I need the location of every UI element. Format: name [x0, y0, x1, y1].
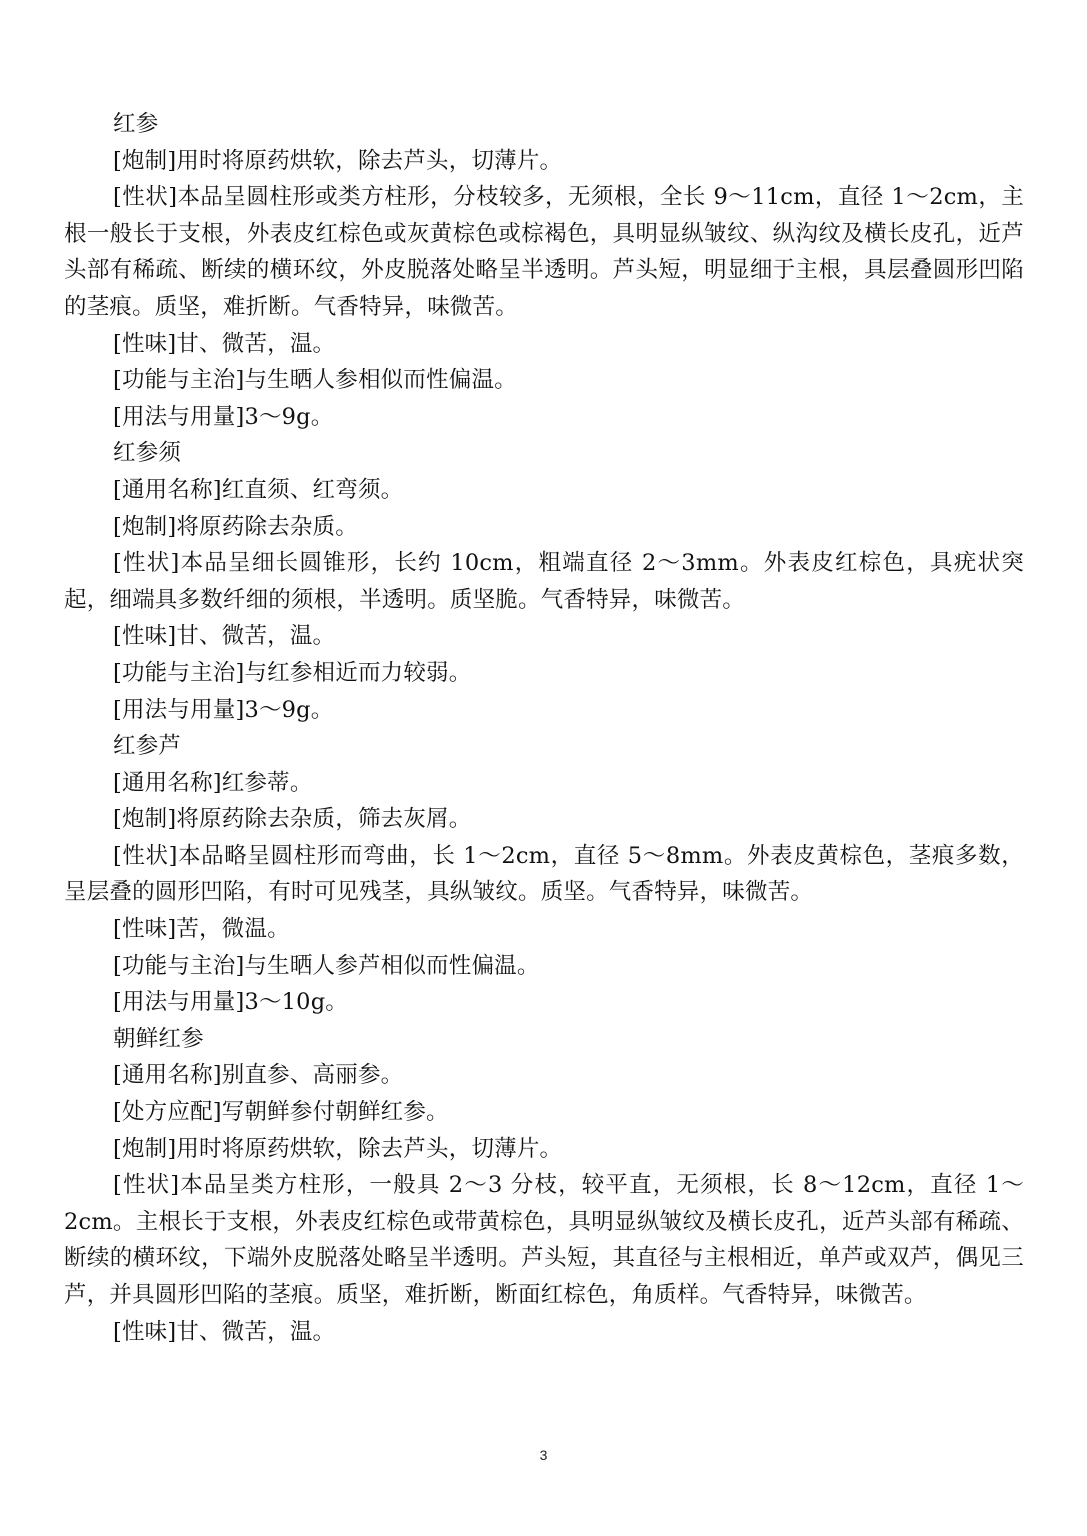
paragraph-dosage: [用法与用量]3～10g。	[113, 989, 349, 1016]
paragraph-nature-taste: [性味]甘、微苦，温。	[113, 1318, 336, 1345]
paragraph-function: [功能与主治]与生晒人参芦相似而性偏温。	[113, 952, 540, 979]
paragraph-processing: [炮制]用时将原药烘软，除去芦头，切薄片。	[113, 147, 563, 174]
paragraph-dosage: [用法与用量]3～9g。	[113, 403, 334, 430]
paragraph-function: [功能与主治]与生晒人参相似而性偏温。	[113, 367, 517, 394]
paragraph-common-name: [通用名称]红参蒂。	[113, 769, 313, 796]
paragraph-description: [性状]本品呈圆柱形或类方柱形，分枝较多，无须根，全长 9～11cm，直径 1～2cm，主根一般长于支根，外表皮红棕色或灰黄棕色或棕褐色，具明显纵皱纹、纵沟纹及横长皮孔，近芦头部有稀疏、断续的横环纹，外皮脱落处略呈半透明。芦头短，明显细于主根，具层叠圆形凹陷的茎痕。质坚，难折断。气香特异，味微苦。	[64, 184, 1024, 320]
paragraph-function: [功能与主治]与红参相近而力较弱。	[113, 659, 472, 686]
paragraph-description: [性状]本品呈细长圆锥形，长约 10cm，粗端直径 2～3mm。外表皮红棕色，具疣状突起，细端具多数纤细的须根，半透明。质坚脆。气香特异，味微苦。	[64, 550, 1024, 613]
page-number: 3	[539, 1447, 548, 1463]
paragraph-prescription: [处方应配]写朝鲜参付朝鲜红参。	[113, 1099, 449, 1126]
paragraph-common-name: [通用名称]别直参、高丽参。	[113, 1062, 404, 1089]
entry-title-chaoxian-hongshen: 朝鲜红参	[113, 1025, 204, 1052]
entry-title-hongshenxu: 红参须	[113, 440, 182, 467]
paragraph-common-name: [通用名称]红直须、红弯须。	[113, 476, 404, 503]
page-content	[64, 106, 1024, 1350]
entry-title-hongshenlu: 红参芦	[113, 733, 182, 760]
paragraph-description: [性状]本品略呈圆柱形而弯曲，长 1～2cm，直径 5～8mm。外表皮黄棕色，茎痕多数，呈层叠的圆形凹陷，有时可见残茎，具纵皱纹。质坚。气香特异，味微苦。	[64, 842, 1024, 906]
entry-title-hongshen: 红参	[113, 111, 159, 137]
paragraph-nature-taste: [性味]甘、微苦，温。	[113, 623, 336, 650]
paragraph-nature-taste: [性味]苦，微温。	[113, 916, 290, 943]
paragraph-processing: [炮制]将原药除去杂质，筛去灰屑。	[113, 806, 472, 833]
paragraph-processing: [炮制]用时将原药烘软，除去芦头，切薄片。	[113, 1135, 563, 1162]
paragraph-description: [性状]本品呈类方柱形，一般具 2～3 分枝，较平直，无须根，长 8～12cm，直径 1～2cm。主根长于支根，外表皮红棕色或带黄棕色，具明显纵皱纹及横长皮孔，近芦头部有稀疏、断续的横环纹，下端外皮脱落处略呈半透明。芦头短，其直径与主根相近，单芦或双芦，偶见三芦，并具圆形凹陷的茎痕。质坚，难折断，断面红棕色，角质样。气香特异，味微苦。	[64, 1172, 1024, 1308]
paragraph-nature-taste: [性味]甘、微苦，温。	[113, 330, 336, 357]
paragraph-processing: [炮制]将原药除去杂质。	[113, 513, 358, 540]
paragraph-dosage: [用法与用量]3～9g。	[113, 696, 334, 723]
